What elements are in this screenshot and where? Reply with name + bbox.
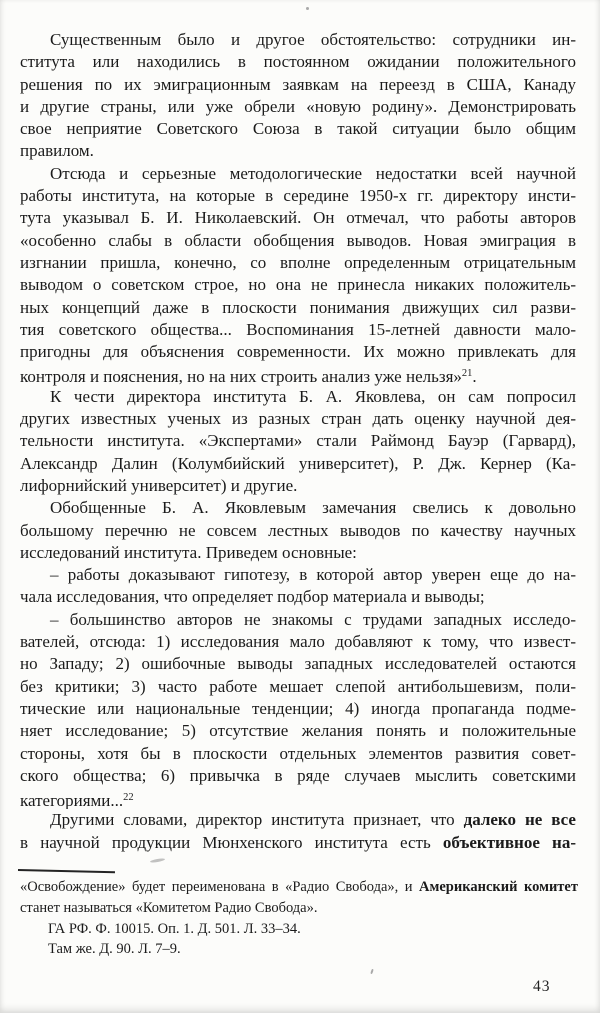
footnote-line: ГА РФ. Ф. 10015. Оп. 1. Д. 501. Л. 33–34. bbox=[48, 920, 301, 937]
footnote-section bbox=[20, 877, 578, 960]
page-body-text bbox=[20, 29, 576, 854]
text-line: большому перечню не совсем лестных выводов по качеству научных bbox=[20, 520, 576, 540]
text-line: К чести директора института Б. А. Яковлева, он сам попросил bbox=[50, 386, 576, 406]
text-line: вателей, отсюда: 1) исследования мало добавляют к тому, что извест- bbox=[20, 632, 576, 652]
text-line: изгнании пришла, конечно, со вполне определенным отрицательным bbox=[20, 252, 576, 272]
footnote-line: станет называться «Комитетом Радио Свобода». bbox=[20, 899, 318, 916]
page-number: 43 bbox=[533, 978, 551, 995]
footnote-separator bbox=[18, 869, 115, 873]
footnote-reference: 22 bbox=[123, 792, 134, 804]
text-line: – большинство авторов не знакомы с трудами западных исследо- bbox=[50, 609, 576, 629]
text-line: чала исследования, что определяет подбор материала и выводы; bbox=[20, 587, 485, 607]
text-line: правилом. bbox=[20, 141, 94, 161]
text-line: няет исследование; 5) отсутствие желания понять и положительные bbox=[20, 721, 576, 741]
text-line: пригодны для объяснения современности. Их можно привлекать для bbox=[20, 342, 576, 362]
text-line: в научной продукции Мюнхенского института есть объективное на- bbox=[20, 832, 576, 852]
text-line: «особенно слабы в области обобщения выводов. Новая эмиграция в bbox=[20, 230, 576, 250]
text-line: лифорнийский университет) и другие. bbox=[20, 475, 298, 495]
text-line: тия советского общества... Воспоминания 15-летней давности мало- bbox=[20, 319, 576, 339]
text-line: решения по их эмиграционным заявкам на переезд в США, Канаду bbox=[20, 74, 576, 94]
scan-smudge bbox=[150, 858, 165, 864]
text-line: Другими словами, директор института признает, что далеко не все bbox=[50, 810, 576, 830]
text-line: других известных ученых из разных стран дать оценку научной дея- bbox=[20, 409, 576, 429]
text-line: стороны, хотя бы в плоскости отдельных элементов развития совет- bbox=[20, 743, 576, 763]
scan-speck bbox=[370, 969, 373, 974]
text-line: выводом о советском строе, но она не принесла никаких положитель- bbox=[20, 275, 576, 295]
text-line: работы института, на которые в середине 1950-х гг. директору инсти- bbox=[20, 186, 576, 206]
text-line: без критики; 3) часто работе мешает слепой антибольшевизм, поли- bbox=[20, 676, 576, 696]
text-line: ского общества; 6) привычка в ряде случаев мыслить советскими bbox=[20, 765, 576, 785]
text-line: ститута или находились в постоянном ожидании положительного bbox=[20, 52, 576, 72]
text-line: Обобщенные Б. А. Яковлевым замечания свелись к довольно bbox=[50, 498, 576, 518]
text-line: ных концепций даже в плоскости понимания движущих сил разви- bbox=[20, 297, 576, 317]
text-line: тельности института. «Экспертами» стали Раймонд Бауэр (Гарвард), bbox=[20, 431, 576, 451]
text-line: Отсюда и серьезные методологические недостатки всей научной bbox=[50, 163, 576, 183]
text-line: тические или национальные тенденции; 4) иногда пропаганда подме- bbox=[20, 698, 576, 718]
text-line: исследований института. Приведем основные: bbox=[20, 542, 357, 562]
footnote-line: «Освобождение» будет переименована в «Радио Свобода», и Американский комитет bbox=[20, 879, 578, 895]
text-line: но Западу; 2) ошибочные выводы западных исследователей остаются bbox=[20, 654, 576, 674]
text-line: категориями...$^{22}$ bbox=[20, 791, 134, 810]
footnote-reference: 21 bbox=[461, 368, 473, 380]
text-line: свое неприятие Советского Союза в такой ситуации было общим bbox=[20, 119, 576, 139]
text-line: тута указывал Б. И. Николаевский. Он отмечал, что работы авторов bbox=[20, 208, 576, 228]
scan-speck bbox=[306, 7, 309, 10]
text-line: контроля и пояснения, но на них строить анализ уже нельзя»$^{21}$. bbox=[20, 367, 477, 386]
text-line: Существенным было и другое обстоятельство: сотрудники ин- bbox=[50, 30, 576, 49]
text-line: Александр Далин (Колумбийский университет), Р. Дж. Кернер (Ка- bbox=[20, 453, 576, 473]
text-line: и другие страны, или уже обрели «новую родину». Демонстрировать bbox=[20, 96, 576, 116]
footnote-line: Там же. Д. 90. Л. 7–9. bbox=[48, 941, 181, 958]
text-line: – работы доказывают гипотезу, в которой автор уверен еще до на- bbox=[50, 565, 576, 585]
